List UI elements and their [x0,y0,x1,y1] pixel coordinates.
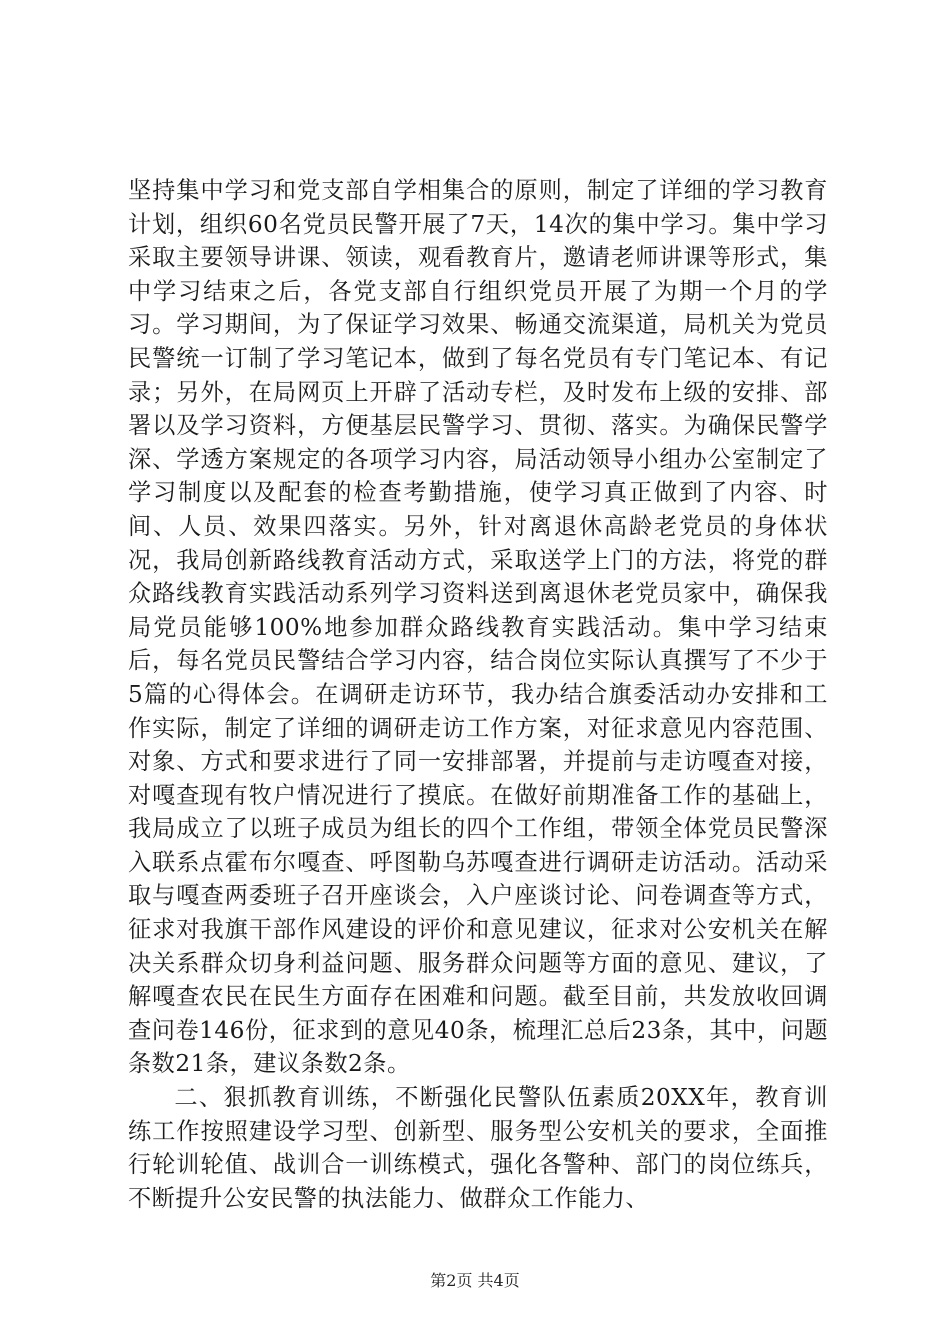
page-footer: 第2页 共4页 [430,1271,520,1290]
document-body [128,174,828,1215]
paragraph: 二、狠抓教育训练，不断强化民警队伍素质20XX年，教育训练工作按照建设学习型、创新型、服务型公安机关的要求，全面推行轮训轮值、战训合一训练模式，强化各警种、部门的岗位练兵，不断提升公安民警的执法能力、做群众工作能力、 [128,1084,828,1212]
paragraph: 坚持集中学习和党支部自学相集合的原则，制定了详细的学习教育计划，组织60名党员民警开展了7天，14次的集中学习。集中学习采取主要领导讲课、领读，观看教育片，邀请老师讲课等形式，集中学习结束之后，各党支部自行组织党员开展了为期一个月的学习。学习期间，为了保证学习效果、畅通交流渠道，局机关为党员民警统一订制了学习笔记本，做到了每名党员有专门笔记本、有记录；另外，在局网页上开辟了活动专栏，及时发布上级的安排、部署以及学习资料，方便基层民警学习、贯彻、落实。为确保民警学深、学透方案规定的各项学习内容，局活动领导小组办公室制定了学习制度以及配套的检查考勤措施，使学习真正做到了内容、时间、人员、效果四落实。另外，针对离退休高龄老党员的身体状况，我局创新路线教育活动方式，采取送学上门的方法，将党的群众路线教育实践活动系列学习资料送到离退休老党员家中，确保我局党员能够100%地参加群众路线教育实践活动。集中学习结束后，每名党员民警结合学习内容，结合岗位实际认真撰写了不少于5篇的心得体会。在调研走访环节，我办结合旗委活动办安排和工作实际，制定了详细的调研走访工作方案，对征求意见内容范围、对象、方式和要求进行了同一安排部署，并提前与走访嘎查对接，对嘎查现有牧户情况进行了摸底。在做好前期准备工作的基础上，我局成立了以班子成员为组长的四个工作组，带领全体党员民警深入联系点霍布尔嘎查、呼图勒乌苏嘎查进行调研走访活动。活动采取与嘎查两委班子召开座谈会，入户座谈讨论、问卷调查等方式，征求对我旗干部作风建设的评价和意见建议，征求对公安机关在解决关系群众切身利益问题、服务群众问题等方面的意见、建议，了解嘎查农民在民生方面存在困难和问题。截至目前，共发放收回调查问卷146份，征求到的意见40条，梳理汇总后23条，其中，问题条数21条，建议条数2条。 [128,177,828,1078]
